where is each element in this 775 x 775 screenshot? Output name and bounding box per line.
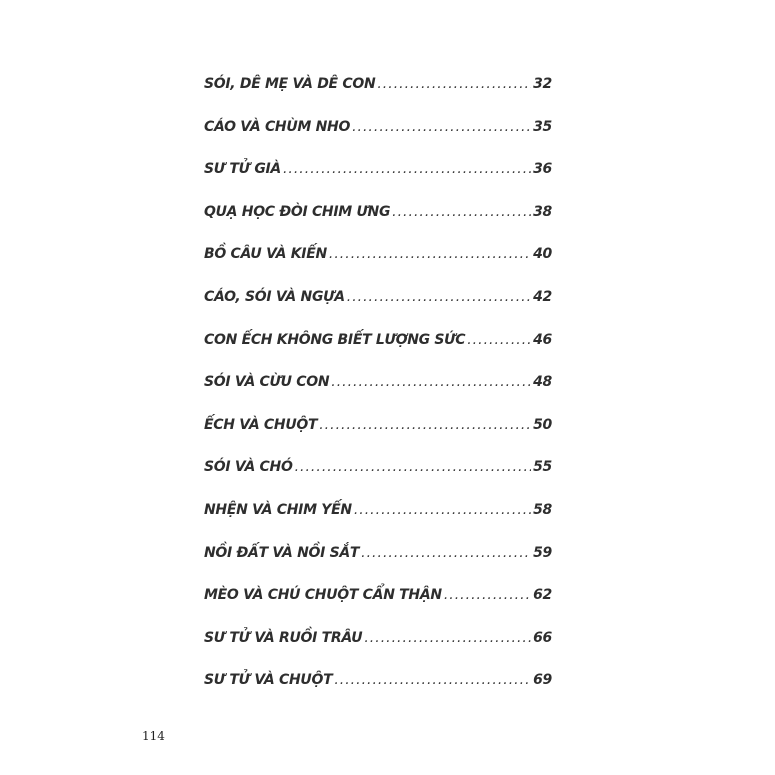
dot-leader <box>377 76 531 92</box>
dot-leader <box>364 630 531 646</box>
toc-entry-page: 42 <box>533 288 552 305</box>
toc-entry-page: 36 <box>533 161 552 178</box>
dot-leader <box>467 332 531 348</box>
toc-entry-title: ẾCH VÀ CHUỘT <box>204 416 318 433</box>
toc-entry <box>204 76 552 119</box>
table-of-contents <box>204 76 552 715</box>
toc-entry <box>204 417 552 460</box>
toc-entry <box>204 374 552 417</box>
page-number: 114 <box>142 729 165 743</box>
toc-entry <box>204 672 552 715</box>
toc-entry-page: 50 <box>533 416 552 433</box>
toc-entry <box>204 289 552 332</box>
dot-leader <box>283 161 531 177</box>
toc-entry-title: MÈO VÀ CHÚ CHUỘT CẨN THẬN <box>204 587 442 604</box>
toc-entry-title: SÓI VÀ CỪU CON <box>204 374 330 391</box>
dot-leader <box>392 204 531 220</box>
toc-entry-title: QUẠ HỌC ĐÒI CHIM ƯNG <box>204 203 391 220</box>
toc-entry <box>204 119 552 162</box>
toc-entry <box>204 459 552 502</box>
dot-leader <box>331 374 531 390</box>
dot-leader <box>295 459 532 475</box>
toc-entry-title: CÁO VÀ CHÙM NHO <box>204 118 351 135</box>
toc-entry-page: 48 <box>533 374 552 391</box>
toc-entry-page: 62 <box>533 587 552 604</box>
toc-entry-page: 55 <box>533 459 552 476</box>
dot-leader <box>347 289 531 305</box>
toc-entry <box>204 545 552 588</box>
toc-entry-title: SÓI, DÊ MẸ VÀ DÊ CON <box>204 76 376 92</box>
toc-entry-page: 38 <box>533 203 552 220</box>
toc-entry <box>204 246 552 289</box>
toc-entry-page: 32 <box>533 76 552 92</box>
dot-leader <box>319 417 531 433</box>
toc-entry-title: CÁO, SÓI VÀ NGỰA <box>204 288 345 305</box>
toc-entry-title: SÓI VÀ CHÓ <box>204 459 293 476</box>
toc-entry-title: NHỆN VÀ CHIM YẾN <box>204 501 352 518</box>
toc-entry-title: NỒI ĐẤT VÀ NỒI SẮT <box>204 544 360 561</box>
toc-entry-page: 59 <box>533 544 552 561</box>
dot-leader <box>352 119 531 135</box>
dot-leader <box>334 672 531 688</box>
toc-entry-page: 40 <box>533 246 552 263</box>
toc-entry <box>204 587 552 630</box>
toc-entry-page: 69 <box>533 672 552 689</box>
toc-entry-title: SƯ TỬ VÀ RUỒI TRÂU <box>204 629 363 646</box>
toc-entry-title: BỒ CÂU VÀ KIẾN <box>204 246 327 263</box>
dot-leader <box>329 246 531 262</box>
dot-leader <box>444 587 531 603</box>
toc-entry-title: SƯ TỬ VÀ CHUỘT <box>204 672 333 689</box>
dot-leader <box>354 502 531 518</box>
toc-entry-page: 66 <box>533 629 552 646</box>
toc-entry-title: SƯ TỬ GIÀ <box>204 161 281 178</box>
toc-entry-page: 35 <box>533 118 552 135</box>
toc-entry-title: CON ẾCH KHÔNG BIẾT LƯỢNG SỨC <box>204 331 466 348</box>
toc-entry-page: 46 <box>533 331 552 348</box>
toc-entry <box>204 161 552 204</box>
dot-leader <box>361 545 531 561</box>
toc-entry <box>204 630 552 673</box>
toc-entry <box>204 204 552 247</box>
toc-entry-page: 58 <box>533 501 552 518</box>
toc-entry <box>204 332 552 375</box>
toc-entry <box>204 502 552 545</box>
